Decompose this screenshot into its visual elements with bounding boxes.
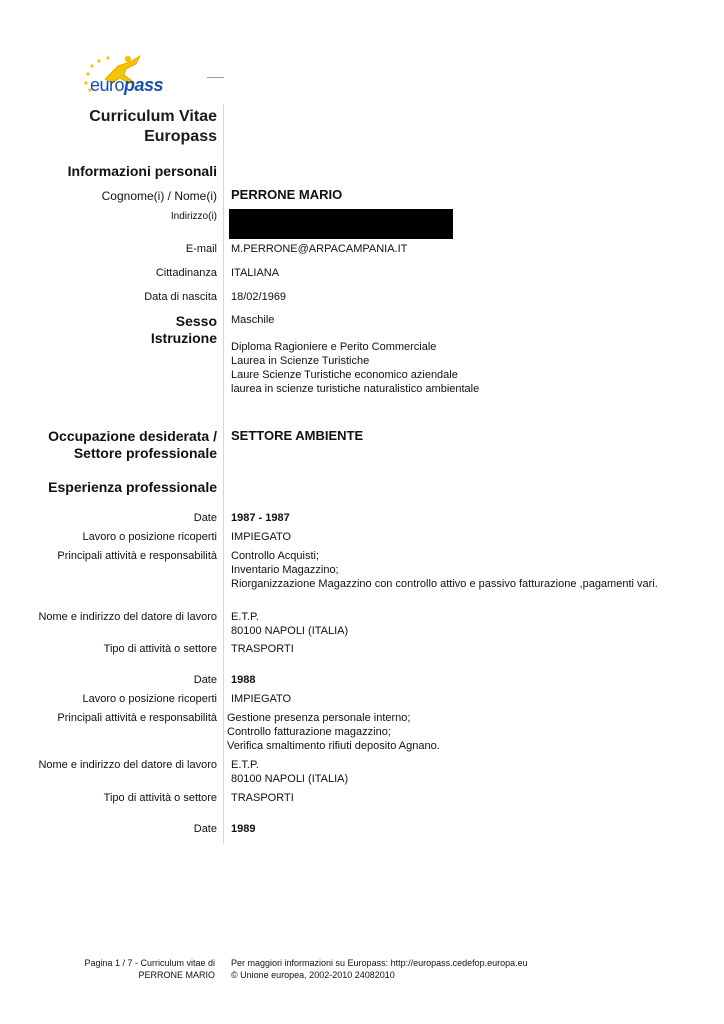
column-divider [223,104,224,844]
education-list [231,340,479,396]
job-date-value: 1989 [231,823,256,835]
job-activity-line: Gestione presenza personale interno; [227,712,411,724]
job-date-label: Date [193,512,217,524]
job-date-value: 1987 - 1987 [231,512,290,524]
job-employer-line: E.T.P. [231,759,259,771]
job-date-value: 1988 [231,674,256,686]
job-activity-line: Controllo fatturazione magazzino; [227,726,391,738]
footer-page-line2: PERRONE MARIO [138,970,215,980]
job-employer-line: 80100 NAPOLI (ITALIA) [231,773,349,785]
name-value: PERRONE MARIO [231,187,343,202]
job-sector-label: Tipo di attività o settore [103,792,217,804]
citizenship-value: ITALIANA [231,267,280,279]
job-sector-label: Tipo di attività o settore [103,643,217,655]
job-date-label: Date [193,674,217,686]
job-activity-line: Controllo Acquisti; [231,550,320,562]
email-label: E-mail [185,243,217,255]
address-redacted [229,209,453,239]
job-employer-line: 80100 NAPOLI (ITALIA) [231,625,349,637]
desired-heading-line1: Occupazione desiderata / [48,428,217,444]
education-item: Diploma Ragioniere e Perito Commerciale [231,341,437,353]
cv-title [89,107,217,147]
education-item: Laurea in Scienze Turistiche [231,355,370,367]
sex-value: Maschile [231,314,275,326]
education-item: laurea in scienze turistiche naturalistico ambientale [231,383,480,395]
name-label: Cognome(i) / Nome(i) [101,189,217,203]
citizenship-label: Cittadinanza [155,267,217,279]
address-label: Indirizzo(i) [170,211,217,222]
job-employer-value [231,758,348,786]
job-activity-line: Inventario Magazzino; [231,564,339,576]
education-item: Laure Scienze Turistiche economico aziendale [231,369,458,381]
experience-heading: Esperienza professionale [48,479,217,495]
job-activity-line: Verifica smaltimento rifiuti deposito Agnano. [227,740,440,752]
personal-info-heading: Informazioni personali [67,163,217,179]
job-position-value: IMPIEGATO [231,531,292,543]
job-employer-label: Nome e indirizzo del datore di lavoro [38,759,217,771]
job-activities-value [231,549,658,591]
job-activity-line: Riorganizzazione Magazzino con controllo attivo e passivo fatturazione ,pagamenti vari. [231,578,658,590]
birth-label: Data di nascita [144,291,217,303]
sex-label: Sesso [175,313,217,329]
job-position-value: IMPIEGATO [231,693,292,705]
footer-info-line1: Per maggiori informazioni su Europass: http://europass.cedefop.europa.eu [231,958,528,968]
desired-occupation-heading [48,428,217,462]
job-activities-label: Principali attività e responsabilità [57,550,217,562]
cv-title-line2: Europass [144,128,217,145]
job-activities-label: Principali attività e responsabilità [57,712,217,724]
cv-title-line1: Curriculum Vitae [89,108,217,125]
logo-euro: euro [90,75,125,95]
header-rule [207,77,224,78]
education-heading: Istruzione [150,330,217,346]
footer-page-line1: Pagina 1 / 7 - Curriculum vitae di [84,958,215,968]
birth-value: 18/02/1969 [231,291,287,303]
job-employer-line: E.T.P. [231,611,259,623]
desired-occupation-value: SETTORE AMBIENTE [231,428,364,443]
job-sector-value: TRASPORTI [231,643,294,655]
job-position-label: Lavoro o posizione ricoperti [82,693,217,705]
footer-europass-info [231,957,528,981]
footer-page-info [84,957,215,981]
job-position-label: Lavoro o posizione ricoperti [82,531,217,543]
job-employer-label: Nome e indirizzo del datore di lavoro [38,611,217,623]
job-date-label: Date [193,823,217,835]
desired-heading-line2: Settore professionale [73,445,217,461]
job-employer-value [231,610,348,638]
footer-info-line2: © Unione europea, 2002-2010 24082010 [231,970,395,980]
logo-pass: pass [124,75,164,95]
job-activities-value [227,711,440,753]
email-value: M.PERRONE@ARPACAMPANIA.IT [231,243,408,255]
job-sector-value: TRASPORTI [231,792,294,804]
